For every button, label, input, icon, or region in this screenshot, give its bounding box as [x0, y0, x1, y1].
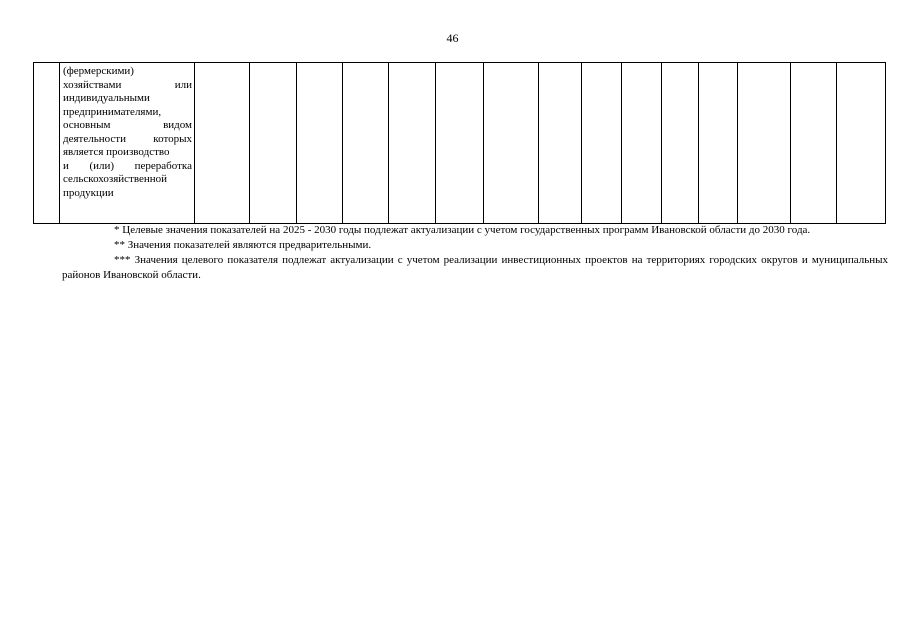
table-cell-empty	[195, 63, 250, 224]
table-cell-empty	[389, 63, 436, 224]
text-line: продукции	[63, 186, 114, 199]
word: и	[63, 159, 69, 172]
word: которых	[153, 132, 192, 145]
table-cell-empty	[738, 63, 791, 224]
footnotes	[62, 223, 888, 283]
text-line	[63, 79, 192, 93]
word: хозяйствами	[63, 78, 122, 91]
table-cell-empty	[343, 63, 389, 224]
table-cell-empty	[582, 63, 622, 224]
table-cell-empty	[662, 63, 699, 224]
text-line	[63, 119, 192, 133]
table-cell-empty	[250, 63, 297, 224]
word: деятельности	[63, 132, 126, 145]
footnote-2: ** Значения показателей являются предварительными.	[114, 239, 372, 251]
table-cell-indicator-name	[60, 63, 195, 224]
text-line: (фермерскими)	[63, 65, 134, 77]
text-line: является производство	[63, 146, 170, 158]
footnote-3: *** Значения целевого показателя подлежат актуализации с учетом реализации инвестиционных проектов на территориях городских округов и муниципальных районов Ивановской области.	[62, 254, 888, 281]
table-cell-empty	[484, 63, 539, 224]
word: основным	[63, 119, 111, 131]
word: (или)	[89, 159, 115, 172]
word: или	[174, 78, 192, 91]
word: переработка	[134, 159, 192, 172]
table-cell-empty	[699, 63, 738, 224]
indicator-table	[33, 62, 886, 224]
table-cell-empty	[297, 63, 343, 224]
footnote-1: * Целевые значения показателей на 2025 - 2030 годы подлежат актуализации с учетом государственных программ Ивановской области до 2030 года.	[114, 224, 811, 236]
table-cell-number	[34, 63, 60, 224]
text-line	[63, 133, 192, 147]
text-line: предпринимателями,	[63, 105, 162, 118]
table-row	[34, 63, 886, 224]
text-line	[63, 160, 192, 174]
table-cell-empty	[539, 63, 582, 224]
text-line: сельскохозяйственной	[63, 173, 168, 185]
table-cell-empty	[837, 63, 886, 224]
page-number: 46	[446, 31, 459, 45]
word: видом	[163, 119, 192, 131]
text-line: индивидуальными	[63, 92, 150, 104]
table-cell-empty	[436, 63, 484, 224]
table-cell-empty	[622, 63, 662, 224]
table-cell-empty	[791, 63, 837, 224]
